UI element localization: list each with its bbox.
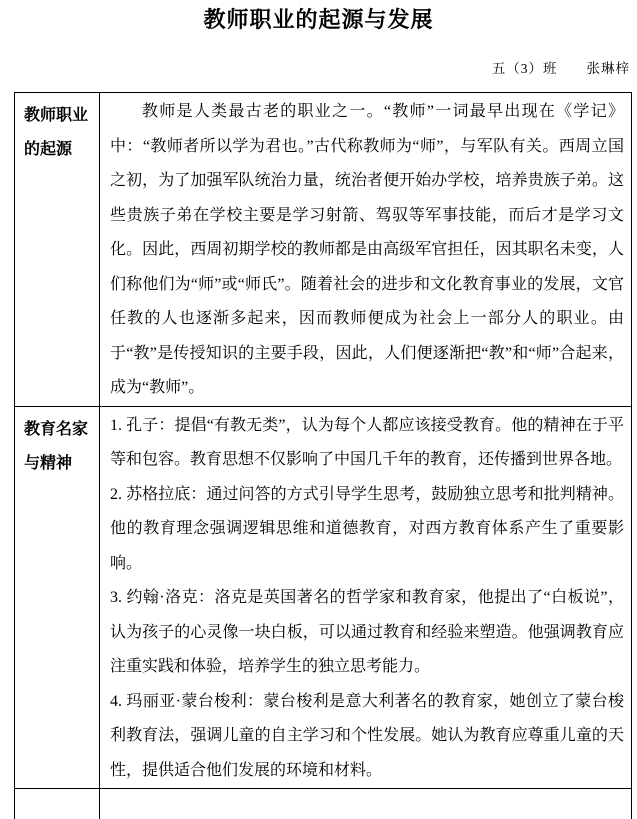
educator-item-confucius: 1. 孔子：提倡“有教无类”，认为每个人都应该接受教育。他的精神在于平等和包容。教育思想不仅影响了中国几千年的教育，还传播到世界各地。 [110, 416, 624, 468]
origin-paragraph: 教师是人类最古老的职业之一。“教师”一词最早出现在《学记》中：“教师者所以学为君也。”古代称教师为“师”，与军队有关。西周立国之初，为了加强军队统治力量，统治者便开始办学校，培养贵族子弟。这些贵族子弟在学校主要是学习射箭、驾驭等军事技能，而后才是学习文化。因此，西周初期学校的教师都是由高级军官担任，因其职名未变，人们称他们为“师”或“师氏”。随着社会的进步和文化教育事业的发展，文官任教的人也逐渐多起来，因而教师便成为社会上一部分人的职业。由于“教”是传授知识的主要手段，因此，人们便逐渐把“教”和“师”合起来，成为“教师”。 [110, 103, 624, 396]
educator-item-montessori: 4. 玛丽亚·蒙台梭利：蒙台梭利是意大利著名的教育家，她创立了蒙台梭利教育法，强调儿童的自主学习和个性发展。她认为教育应尊重儿童的天性，提供适合他们发展的环境和材料。 [110, 692, 624, 779]
table-row-cutoff [15, 789, 632, 819]
row-label-educators-line-1: 教育名家 [24, 420, 89, 438]
cutoff-label-cell [15, 789, 100, 819]
document-title: 教师职业的起源与发展 [203, 7, 434, 32]
content-table [14, 92, 632, 819]
cutoff-content-cell [100, 789, 632, 819]
byline: 五（3）班 张琳梓 [491, 61, 630, 76]
row-label-educators [15, 406, 100, 789]
educator-item-locke: 3. 约翰·洛克：洛克是英国著名的哲学家和教育家，他提出了“白板说”，认为孩子的心灵像一块白板，可以通过教育和经验来塑造。他强调教育应注重实践和体验，培养学生的独立思考能力。 [110, 589, 624, 675]
row-content-origin [100, 93, 632, 407]
row-label-origin-line-1: 教师职业 [24, 107, 89, 124]
table-row-educators [15, 406, 632, 789]
row-content-educators [100, 406, 632, 789]
row-label-origin-line-2: 的起源 [24, 141, 73, 158]
row-label-educators-line-2: 与精神 [24, 454, 73, 472]
educator-item-socrates: 2. 苏格拉底：通过问答的方式引导学生思考，鼓励独立思考和批判精神。他的教育理念强调逻辑思维和道德教育，对西方教育体系产生了重要影响。 [110, 485, 624, 572]
row-label-origin [15, 93, 100, 407]
table-row-origin [15, 93, 632, 407]
